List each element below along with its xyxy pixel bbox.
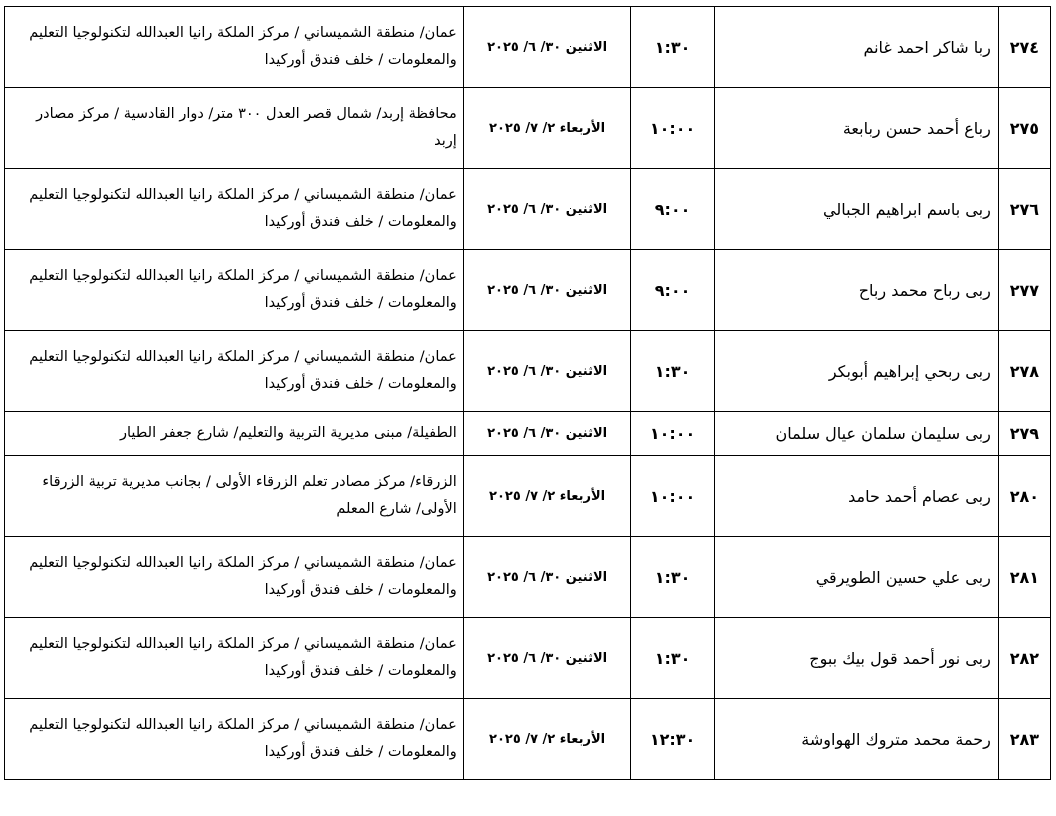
exam-date: الاثنين ٣٠/ ٦/ ٢٠٢٥ [463,250,631,331]
row-number: ٢٨١ [998,537,1050,618]
exam-time: ١:٣٠ [631,331,714,412]
exam-time: ١:٣٠ [631,7,714,88]
exam-location: الطفيلة/ مبنى مديرية التربية والتعليم/ شارع جعفر الطيار [5,412,464,456]
exam-date: الأربعاء ٢/ ٧/ ٢٠٢٥ [463,456,631,537]
exam-location: عمان/ منطقة الشميساني / مركز الملكة رانيا العبدالله لتكنولوجيا التعليم والمعلومات / خلف فندق أوركيدا [5,331,464,412]
table-row [5,412,1051,456]
row-number: ٢٨٠ [998,456,1050,537]
exam-location: عمان/ منطقة الشميساني / مركز الملكة رانيا العبدالله لتكنولوجيا التعليم والمعلومات / خلف فندق أوركيدا [5,250,464,331]
exam-location: عمان/ منطقة الشميساني / مركز الملكة رانيا العبدالله لتكنولوجيا التعليم والمعلومات / خلف فندق أوركيدا [5,618,464,699]
applicant-name: ربى باسم ابراهيم الجبالي [714,169,998,250]
exam-time: ١٠:٠٠ [631,412,714,456]
table-row [5,7,1051,88]
exam-time: ١٠:٠٠ [631,88,714,169]
exam-date: الاثنين ٣٠/ ٦/ ٢٠٢٥ [463,618,631,699]
exam-time: ١٢:٣٠ [631,699,714,780]
exam-time: ١٠:٠٠ [631,456,714,537]
table-row [5,618,1051,699]
applicant-name: ربى نور أحمد قول بيك ببوج [714,618,998,699]
table-row [5,537,1051,618]
applicant-name: ربا شاكر احمد غانم [714,7,998,88]
exam-time: ٩:٠٠ [631,250,714,331]
table-row [5,331,1051,412]
applicant-name: ربى رباح محمد رباح [714,250,998,331]
exam-date: الاثنين ٣٠/ ٦/ ٢٠٢٥ [463,537,631,618]
applicant-name: ربى سليمان سلمان عيال سلمان [714,412,998,456]
exam-date: الاثنين ٣٠/ ٦/ ٢٠٢٥ [463,331,631,412]
applicant-name: ربى علي حسين الطويرقي [714,537,998,618]
exam-location: عمان/ منطقة الشميساني / مركز الملكة رانيا العبدالله لتكنولوجيا التعليم والمعلومات / خلف فندق أوركيدا [5,699,464,780]
exam-date: الاثنين ٣٠/ ٦/ ٢٠٢٥ [463,169,631,250]
table-row [5,699,1051,780]
applicant-name: ربى عصام أحمد حامد [714,456,998,537]
applicant-name: رحمة محمد متروك الهواوشة [714,699,998,780]
exam-location: عمان/ منطقة الشميساني / مركز الملكة رانيا العبدالله لتكنولوجيا التعليم والمعلومات / خلف فندق أوركيدا [5,169,464,250]
exam-time: ١:٣٠ [631,537,714,618]
table-row [5,456,1051,537]
row-number: ٢٧٨ [998,331,1050,412]
exam-time: ٩:٠٠ [631,169,714,250]
row-number: ٢٧٥ [998,88,1050,169]
exam-date: الأربعاء ٢/ ٧/ ٢٠٢٥ [463,699,631,780]
row-number: ٢٨٢ [998,618,1050,699]
row-number: ٢٧٩ [998,412,1050,456]
exam-time: ١:٣٠ [631,618,714,699]
exam-date: الأربعاء ٢/ ٧/ ٢٠٢٥ [463,88,631,169]
row-number: ٢٧٤ [998,7,1050,88]
applicant-name: رباع أحمد حسن ربابعة [714,88,998,169]
table-row [5,169,1051,250]
row-number: ٢٨٣ [998,699,1050,780]
row-number: ٢٧٧ [998,250,1050,331]
exam-location: محافظة إربد/ شمال قصر العدل ٣٠٠ متر/ دوار القادسية / مركز مصادر إربد [5,88,464,169]
exam-schedule-table [4,6,1051,780]
exam-location: الزرقاء/ مركز مصادر تعلم الزرقاء الأولى / بجانب مديرية تربية الزرقاء الأولى/ شارع المعلم [5,456,464,537]
exam-location: عمان/ منطقة الشميساني / مركز الملكة رانيا العبدالله لتكنولوجيا التعليم والمعلومات / خلف فندق أوركيدا [5,537,464,618]
table-row [5,88,1051,169]
applicant-name: ربى ربحي إبراهيم أبوبكر [714,331,998,412]
exam-date: الاثنين ٣٠/ ٦/ ٢٠٢٥ [463,412,631,456]
exam-location: عمان/ منطقة الشميساني / مركز الملكة رانيا العبدالله لتكنولوجيا التعليم والمعلومات / خلف فندق أوركيدا [5,7,464,88]
row-number: ٢٧٦ [998,169,1050,250]
table-row [5,250,1051,331]
exam-date: الاثنين ٣٠/ ٦/ ٢٠٢٥ [463,7,631,88]
